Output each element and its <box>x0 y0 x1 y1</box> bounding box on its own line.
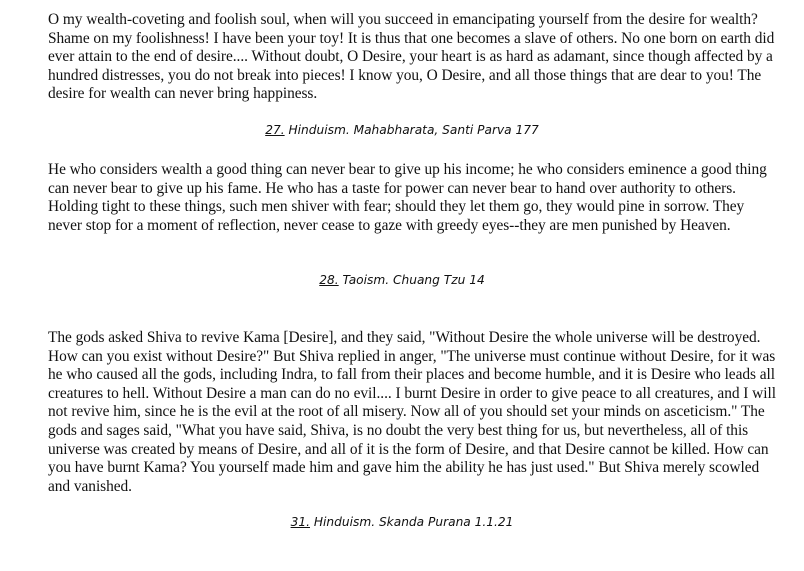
passage-text: He who considers wealth a good thing can never bear to give up his income; he who considers eminence a good thing can never bear to give up his fame. He who has a taste for power can never bear to hand over authority to others. Holding tight to these things, such men shiver with fear; should they let them go, they would pine in sorrow. They never stop for a moment of reflection, never cease to gaze with greedy eyes--they are men punished by Heaven. <box>48 161 767 234</box>
citation-number: 28. <box>319 273 339 287</box>
passage-citation <box>0 272 804 288</box>
passage-citation <box>0 514 804 530</box>
citation-source: Hinduism. Skanda Purana 1.1.21 <box>309 515 514 529</box>
citation-number: 27. <box>265 123 285 137</box>
passage-text: O my wealth-coveting and foolish soul, when will you succeed in emancipating yourself from the desire for wealth? Shame on my foolishness! I have been your toy! It is thus that one becomes a slave of others. No one born on earth did ever attain to the end of desire.... Without doubt, O Desire, your heart is as hard as adamant, since though affected by a hundred distresses, you do not break into pieces! I know you, O Desire, and all those things that are dear to you! The desire for wealth can never bring happiness. <box>48 11 775 103</box>
citation-number: 31. <box>290 515 310 529</box>
passage-text: The gods asked Shiva to revive Kama [Desire], and they said, "Without Desire the whole universe will be destroyed. How can you exist without Desire?" But Shiva replied in anger, "The universe must continue without Desire, for it was he who caused all the gods, including Indra, to fall from their places and become humble, and it is Desire who leads all creatures to hell. Without Desire a man can do no evil.... I burnt Desire in order to give peace to all creatures, and I will not revive him, since he is the evil at the root of all misery. Now all of you should set your minds on asceticism." The gods and sages said, "What you have said, Shiva, is no doubt the very best thing for us, but nevertheless, all of this universe was created by means of Desire, and all of it is the form of Desire, and that Desire cannot be killed. How can you have burnt Kama? You yourself made him and gave him the ability he has just used." But Shiva merely scowled and vanished. <box>48 329 776 495</box>
passage-citation <box>0 122 804 138</box>
citation-source: Taoism. Chuang Tzu 14 <box>338 273 485 287</box>
citation-source: Hinduism. Mahabharata, Santi Parva 177 <box>284 123 539 137</box>
